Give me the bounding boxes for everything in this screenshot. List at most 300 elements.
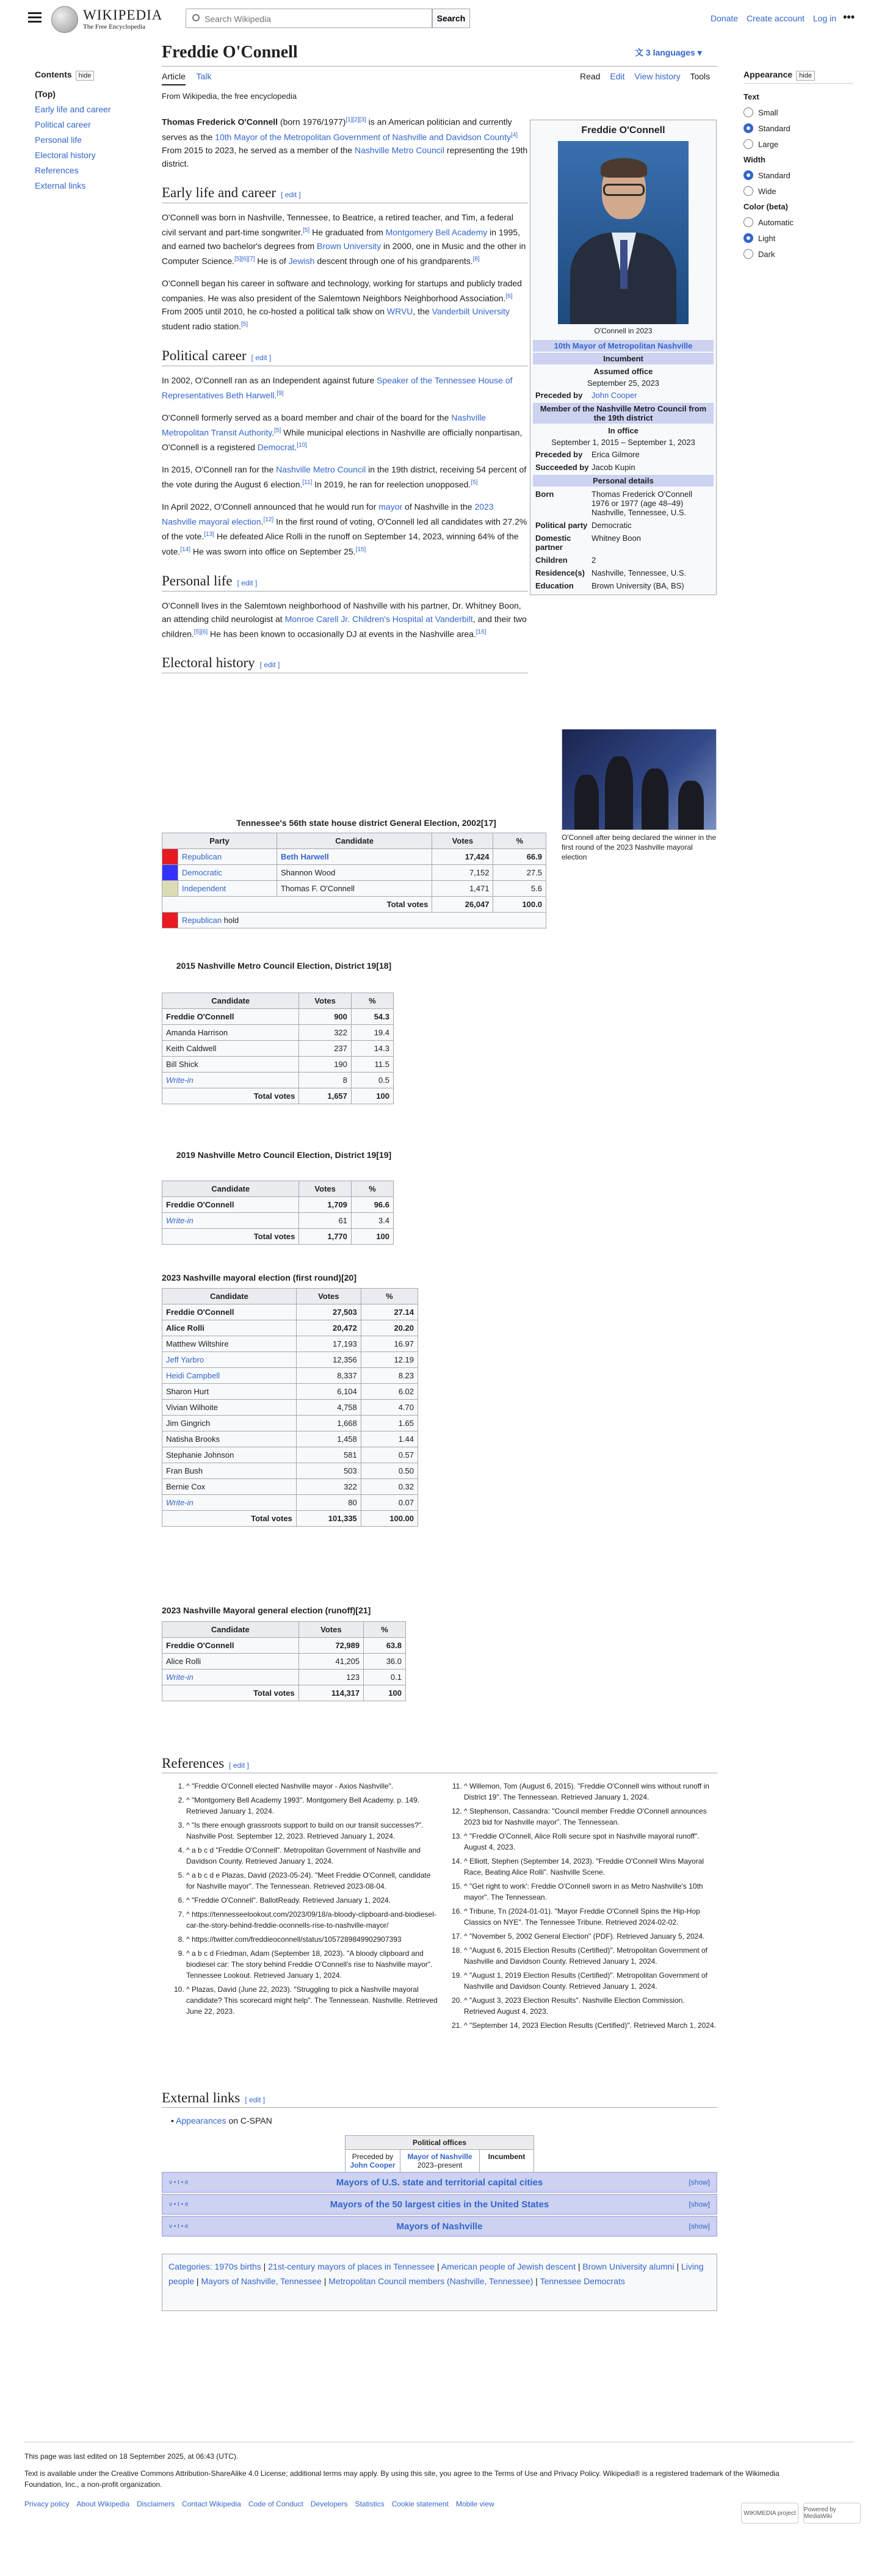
candidate-cell[interactable]: Heidi Campbell [162, 1368, 297, 1384]
citation-ref[interactable]: [6] [505, 292, 513, 300]
reference-item: 13. ^ "Freddie O'Connell, Alice Rolli secure spot in Nashville mayoral runoff". August 4, 2023. [464, 1831, 717, 1853]
photo-person [605, 756, 633, 830]
party-link[interactable]: Democratic [178, 865, 277, 881]
election-2023-first-round-title: 2023 Nashville mayoral election (first round)[20] [162, 1273, 356, 1283]
citation-ref[interactable]: [5][6][7] [234, 255, 255, 262]
navbox-vte-links[interactable]: v • t • e [169, 2201, 189, 2208]
column-header: Candidate [277, 833, 432, 849]
reference-item: 11. ^ Willemon, Tom (August 6, 2015). "Freddie O'Connell wins without runoff in District 19". The Tennessean. Retrieved January 1, 2024. [464, 1781, 717, 1803]
option-label: Wide [758, 186, 776, 196]
succeeded-by-row [533, 461, 714, 474]
percent-cell: 14.3 [351, 1041, 393, 1057]
portrait-photo[interactable] [558, 141, 689, 324]
heading-text: Electoral history [162, 655, 255, 671]
view-tabs [573, 71, 710, 81]
percent-cell: 6.02 [361, 1384, 418, 1400]
citation-ref[interactable]: [5] [303, 227, 310, 234]
inline-link[interactable]: Nashville Metropolitan Transit Authority [162, 412, 487, 438]
votes-cell: 581 [296, 1447, 361, 1463]
category-links [162, 2254, 717, 2311]
election-2019-table [162, 1181, 394, 1245]
party-link[interactable]: Independent [178, 881, 277, 897]
radio-button[interactable] [743, 139, 753, 149]
toc-item-electoral-history[interactable]: Electoral history [35, 150, 96, 160]
inline-link[interactable]: Montgomery Bell Academy [385, 227, 488, 237]
table-row [162, 1320, 418, 1336]
footer-links [24, 2498, 855, 2509]
footer-link[interactable]: Statistics [355, 2500, 385, 2508]
table-row [162, 1400, 418, 1416]
radio-button[interactable] [743, 186, 753, 196]
votes-cell: 237 [299, 1041, 352, 1057]
preceded-by-row [533, 389, 714, 402]
inline-link[interactable]: Speaker of the Tennessee House of Representatives Beth Harwell [162, 375, 513, 400]
percent-cell: 0.32 [361, 1479, 418, 1495]
option-label: Automatic [758, 217, 794, 227]
election-2002-table [162, 833, 546, 928]
column-header: Candidate [162, 993, 299, 1009]
search-button[interactable]: Search [432, 9, 470, 28]
category-separator: | [194, 2276, 201, 2286]
column-header: Votes [299, 993, 352, 1009]
text-small-option[interactable] [743, 107, 853, 117]
color-automatic-option[interactable] [743, 217, 853, 227]
column-header: Votes [432, 833, 493, 849]
citation-ref[interactable]: [15] [355, 546, 366, 553]
infobox-row [533, 519, 714, 532]
footer-link[interactable]: Contact Wikipedia [182, 2500, 241, 2508]
row-value: Thomas Frederick O'Connell 1976 or 1977 (age 48–49) Nashville, Tennessee, U.S. [591, 490, 693, 517]
footer-link[interactable]: Privacy policy [24, 2500, 70, 2508]
percent-cell: 1.65 [361, 1416, 418, 1431]
edit-section-link[interactable]: [ edit ] [237, 578, 258, 587]
percent-cell: 19.4 [351, 1025, 393, 1041]
external-link-item: • Appearances on C-SPAN [171, 2116, 272, 2126]
inline-link[interactable]: Brown University [317, 241, 382, 251]
total-percent: 100.0 [493, 897, 546, 913]
toc-title: Contents [35, 70, 72, 79]
header [24, 0, 855, 39]
language-selector[interactable]: 文 3 languages ▾ [635, 48, 702, 57]
citation-ref[interactable]: [4] [510, 131, 518, 139]
edit-section-link[interactable]: [ edit ] [229, 1761, 249, 1770]
infobox-row [533, 554, 714, 566]
option-label: Small [758, 107, 778, 117]
election-2023-runoff-table [162, 1621, 406, 1701]
table-row [162, 1495, 418, 1511]
external-link-suffix: on C-SPAN [226, 2116, 272, 2126]
reference-item: 18. ^ "August 6, 2015 Election Results (Certified)". Metropolitan Government of Nashville and Davidson County. Retrieved January 1, 2024. [464, 1945, 717, 1967]
navbox-nashville-mayors [162, 2216, 717, 2237]
inline-link[interactable]: Nashville Metro Council [276, 464, 366, 474]
inline-link[interactable]: 2023 Nashville mayoral election [162, 501, 494, 527]
navbox-vte-links[interactable]: v • t • e [169, 2223, 189, 2230]
paragraph: O'Connell formerly served as a board member and chair of the board for the Nashville Metropolitan Transit Authority.[5] While municipal elections in Nashville are officially nonpartisan, O'Connell is a registered Democrat.[10] [162, 412, 523, 452]
radio-button[interactable] [743, 107, 753, 117]
candidate-cell: Freddie O'Connell [162, 1304, 297, 1320]
color-dark-option[interactable] [743, 249, 853, 259]
votes-cell: 1,458 [296, 1431, 361, 1447]
row-key: Political party [535, 521, 588, 530]
table-row [162, 1041, 394, 1057]
namespace-tabs [162, 71, 220, 81]
reference-list [162, 1781, 717, 2034]
candidate-cell[interactable]: Write-in [162, 1073, 299, 1088]
navbox-title[interactable]: Mayors of the 50 largest cities in the United States [330, 2199, 549, 2210]
table-row [162, 849, 546, 865]
election-2015-table [162, 993, 394, 1104]
navbox-title[interactable]: Mayors of Nashville [396, 2221, 483, 2232]
percent-cell: 20.20 [361, 1320, 418, 1336]
total-percent: 100.00 [361, 1511, 418, 1527]
party-link[interactable]: Republican [182, 916, 222, 925]
candidate-cell[interactable]: Beth Harwell [277, 849, 432, 865]
section-heading-political-career [162, 349, 528, 366]
percent-cell: 0.1 [364, 1670, 406, 1685]
table-row [162, 1368, 418, 1384]
percent-cell: 27.14 [361, 1304, 418, 1320]
table-row [162, 1197, 394, 1213]
toc-item-personal-life[interactable]: Personal life [35, 135, 82, 145]
election-2023-first-round-table [162, 1288, 418, 1527]
wikipedia-globe-logo[interactable] [51, 6, 78, 33]
toc-hide-button[interactable]: hide [76, 71, 95, 81]
table-of-contents [35, 70, 132, 196]
candidate-cell: Stephanie Johnson [162, 1447, 297, 1463]
inline-link[interactable]: 10th Mayor of the Metropolitan Government of Nashville and Davidson County [215, 132, 511, 142]
lead-paragraph: Thomas Frederick O'Connell (born 1976/1977)[1][2][3] is an American politician and currently serves as the 10th Mayor of the Metropolitan Government of Nashville and Davidson County[4] From 2015 to 2023, he served as a member of the Nashville Metro Council representing the 19th district. [162, 117, 528, 169]
hold-row [162, 913, 546, 928]
column-header: % [361, 1289, 418, 1304]
candidate-cell: Shannon Wood [277, 865, 432, 881]
color-light-option[interactable] [743, 233, 853, 243]
infobox-row [533, 532, 714, 554]
table-header-row [162, 833, 546, 849]
inline-link[interactable]: Nashville Metro Council [354, 145, 445, 156]
total-label: Total votes [162, 1088, 299, 1104]
navbox-show-button[interactable]: [show] [689, 2222, 710, 2230]
row-key: Education [535, 581, 574, 590]
navbox-show-button[interactable]: [show] [689, 2200, 710, 2209]
reference-item: 21. ^ "September 14, 2023 Election Results (Certified)". Retrieved March 1, 2024. [464, 2020, 717, 2031]
candidate-cell[interactable]: Write-in [162, 1495, 297, 1511]
votes-cell: 17,424 [432, 849, 493, 865]
candidate-cell[interactable]: Write-in [162, 1213, 299, 1229]
category-link[interactable]: Tennessee Democrats [540, 2276, 625, 2286]
votes-cell: 61 [299, 1213, 352, 1229]
section-heading-early-life [162, 186, 528, 203]
reference-item: 7. ^ https://tennesseelookout.com/2023/09/18/a-bloody-clipboard-and-biodiesel-car-the-story-behind-freddie-oconnells-rise-to-nashville-mayor/ [186, 1909, 440, 1931]
search-box[interactable] [186, 9, 432, 28]
table-row [162, 1670, 406, 1685]
citation-ref[interactable]: [8] [472, 255, 480, 262]
votes-cell: 12,356 [296, 1352, 361, 1368]
section-heading-external-links [162, 2090, 717, 2108]
total-votes: 26,047 [432, 897, 493, 913]
table-row [162, 1336, 418, 1352]
mediawiki-badge[interactable]: Powered by MediaWiki [803, 2503, 861, 2524]
citation-ref[interactable]: [5][6] [194, 628, 208, 635]
radio-button[interactable] [743, 170, 753, 180]
text-standard-option[interactable] [743, 123, 853, 133]
text-large-option[interactable] [743, 139, 853, 149]
table-row [162, 1463, 418, 1479]
category-link[interactable]: Mayors of Nashville, Tennessee [201, 2276, 322, 2286]
candidate-cell[interactable]: Write-in [162, 1670, 299, 1685]
option-label: Dark [758, 249, 775, 259]
more-options-icon[interactable]: ••• [843, 11, 855, 23]
logo-wordmark[interactable]: WIKIPEDIA [83, 7, 163, 23]
votes-cell: 322 [296, 1479, 361, 1495]
categories-label[interactable]: Categories: [168, 2262, 215, 2271]
candidate-cell: Keith Caldwell [162, 1041, 299, 1057]
navbox-largest-cities-mayors [162, 2194, 717, 2215]
total-percent: 100 [351, 1229, 393, 1245]
election-2002-title: Tennessee's 56th state house district General Election, 2002[17] [236, 818, 496, 828]
table-row [162, 1384, 418, 1400]
infobox [530, 120, 717, 595]
citation-ref[interactable]: [16] [476, 628, 487, 635]
tab-tools[interactable]: Tools [690, 71, 711, 81]
citation-ref[interactable]: [5] [274, 427, 281, 434]
personal-details-rows [533, 488, 714, 592]
toc-item-references[interactable]: References [35, 165, 79, 175]
tab-talk[interactable]: Talk [196, 71, 212, 81]
photo-person [642, 769, 668, 830]
candidate-cell: Matthew Wiltshire [162, 1336, 297, 1352]
category-link[interactable]: Living people [168, 2262, 704, 2286]
option-label: Standard [758, 123, 790, 133]
row-value: Nashville, Tennessee, U.S. [591, 568, 687, 577]
personal-details-header: Personal details [533, 475, 714, 487]
column-header: Candidate [162, 1622, 299, 1638]
percent-cell: 0.57 [361, 1447, 418, 1463]
toc-item-early-life[interactable]: Early life and career [35, 104, 111, 114]
percent-cell: 0.5 [351, 1073, 393, 1088]
election-2023-runoff-title: 2023 Nashville Mayoral general election (runoff)[21] [162, 1605, 371, 1615]
radio-button[interactable] [743, 217, 753, 227]
create-account-link[interactable]: Create account [747, 13, 805, 23]
citation-ref[interactable]: [12] [263, 516, 274, 523]
navbox-vte-links[interactable]: v • t • e [169, 2179, 189, 2186]
tab-view-history[interactable]: View history [634, 71, 681, 81]
category-link[interactable]: American people of Jewish descent [441, 2262, 576, 2271]
category-separator: | [321, 2276, 329, 2286]
login-link[interactable]: Log in [812, 13, 836, 23]
edit-section-link[interactable]: [ edit ] [245, 2096, 266, 2104]
reference-item: 1. ^ "Freddie O'Connell elected Nashville mayor - Axios Nashville". [186, 1781, 440, 1792]
total-row [162, 1229, 394, 1245]
option-label: Light [758, 233, 776, 243]
row-value: Democratic [591, 521, 632, 530]
votes-cell: 72,989 [298, 1638, 364, 1654]
reference-item: 20. ^ "August 3, 2023 Election Results". Nashville Election Commission. Retrieved August 4, 2023. [464, 1995, 717, 2017]
table-row [162, 1304, 418, 1320]
candidate-cell: Sharon Hurt [162, 1384, 297, 1400]
rally-photo-caption: O'Connell after being declared the winner in the first round of the 2023 Nashville mayoral election [562, 833, 717, 861]
paragraph: O'Connell began his career in software and technology, working for startups and publicly traded companies. He was also president of the Salemtown Neighbors Neighborhood Association.[6] From 2005 until 2010, he co-hosted a political talk show on WRVU, the Vanderbilt University student radio station.[5] [162, 278, 522, 331]
radio-button[interactable] [743, 123, 753, 133]
category-link[interactable]: Brown University alumni [582, 2262, 675, 2271]
footer [24, 2442, 855, 2509]
inline-link[interactable]: mayor [378, 501, 403, 512]
edit-section-link[interactable]: [ edit ] [259, 660, 280, 670]
reference-item: 4. ^ a b c d "Freddie O'Connell". Metropolitan Government of Nashville and Davidson County. Retrieved January 1, 2024. [186, 1845, 440, 1867]
table-row [162, 1447, 418, 1463]
navbox-capital-mayors [162, 2172, 717, 2193]
candidate-cell: Freddie O'Connell [162, 1638, 299, 1654]
infobox-row [533, 488, 714, 519]
office-title[interactable]: 10th Mayor of Metropolitan Nashville [533, 340, 714, 352]
table-row [162, 881, 546, 897]
candidate-cell[interactable]: Jeff Yarbro [162, 1352, 297, 1368]
table-row [162, 865, 546, 881]
footer-link[interactable]: Cookie statement [391, 2500, 449, 2508]
total-votes: 101,335 [296, 1511, 361, 1527]
section-heading-electoral-history [162, 656, 528, 673]
succession-box [345, 2135, 534, 2173]
column-header: % [364, 1622, 406, 1638]
search-input[interactable] [204, 13, 424, 25]
votes-cell: 1,668 [296, 1416, 361, 1431]
citation-ref[interactable]: [5] [471, 479, 478, 486]
toc-item-top[interactable]: (Top) [35, 89, 56, 99]
toc-item-external-links[interactable]: External links [35, 181, 86, 190]
hold-text [178, 913, 546, 928]
percent-cell: 0.50 [361, 1463, 418, 1479]
candidate-cell: Vivian Wilhoite [162, 1400, 297, 1416]
reference-item: 19. ^ "August 1, 2019 Election Results (Certified)". Metropolitan Government of Nashville and Davidson County. Retrieved January 1, 2024. [464, 1970, 717, 1992]
row-key: Preceded by [535, 450, 583, 459]
candidate-cell: Fran Bush [162, 1463, 297, 1479]
votes-cell: 900 [299, 1009, 352, 1025]
toc-item-political-career[interactable]: Political career [35, 120, 91, 129]
votes-cell: 20,472 [296, 1320, 361, 1336]
inline-link[interactable]: Vanderbilt University [432, 306, 510, 317]
citation-ref[interactable]: [14] [180, 546, 191, 553]
total-label: Total votes [162, 1229, 299, 1245]
main-menu-icon[interactable] [28, 12, 42, 23]
column-header: Party [162, 833, 277, 849]
inline-link[interactable]: Monroe Carell Jr. Children's Hospital at Vanderbilt [284, 613, 473, 624]
navbox-title[interactable]: Mayors of U.S. state and territorial capital cities [336, 2177, 543, 2188]
appearance-hide-button[interactable]: hide [796, 71, 815, 81]
row-value: Jacob Kupin [591, 463, 635, 472]
percent-cell: 5.6 [493, 881, 546, 897]
cspan-link[interactable]: Appearances [176, 2116, 226, 2126]
footer-link[interactable]: About Wikipedia [76, 2500, 130, 2508]
wikimedia-badge[interactable]: WIKIMEDIA project [741, 2503, 798, 2524]
reference-item: 5. ^ a b c d e Plazas, David (2023-05-24). "Meet Freddie O'Connell, candidate for Nashville mayor". The Tennessean. Retrieved 2023-08-04. [186, 1870, 440, 1892]
table-header-row [162, 993, 394, 1009]
total-label: Total votes [162, 1685, 299, 1701]
total-votes: 1,657 [299, 1088, 352, 1104]
preceded-link[interactable]: John Cooper [350, 2161, 396, 2169]
reference-item: 2. ^ "Montgomery Bell Academy 1993". Montgomery Bell Academy. p. 149. Retrieved January 1, 2024. [186, 1795, 440, 1817]
party-color-swatch [162, 913, 178, 928]
tab-read[interactable]: Read [580, 71, 601, 81]
percent-cell: 96.6 [351, 1197, 393, 1213]
edit-section-link[interactable]: [ edit ] [281, 190, 301, 200]
tab-article[interactable]: Article [162, 71, 186, 85]
citation-ref[interactable]: [1][2][3] [345, 117, 366, 123]
votes-cell: 17,193 [296, 1336, 361, 1352]
category-link[interactable]: Metropolitan Council members (Nashville, Tennessee) [328, 2276, 534, 2286]
inline-link[interactable]: WRVU [386, 306, 413, 317]
citation-ref[interactable]: [11] [302, 479, 313, 486]
footer-link[interactable]: Disclaimers [137, 2500, 175, 2508]
row-key: Born [535, 490, 554, 499]
category-link[interactable]: 1970s births [214, 2262, 261, 2271]
inline-link[interactable]: Jewish [288, 256, 315, 266]
photo-hair [601, 158, 647, 178]
column-header: % [351, 1181, 393, 1197]
citation-ref[interactable]: [10] [297, 442, 308, 449]
total-row [162, 897, 546, 913]
reference-item: 12. ^ Stephenson, Cassandra: "Council member Freddie O'Connell announces 2023 bid for Nashville mayor". The Tennessean. [464, 1806, 717, 1828]
donate-link[interactable]: Donate [710, 13, 739, 23]
succession-office [400, 2150, 480, 2172]
column-header: % [493, 833, 546, 849]
radio-button[interactable] [743, 233, 753, 243]
citation-ref[interactable]: [5] [241, 321, 248, 328]
tab-edit[interactable]: Edit [610, 71, 625, 81]
party-color-swatch [162, 881, 178, 897]
width-standard-option[interactable] [743, 170, 853, 180]
percent-cell: 0.07 [361, 1495, 418, 1511]
tagline: From Wikipedia, the free encyclopedia [162, 92, 297, 101]
row-key: Residence(s) [535, 568, 585, 577]
category-separator: | [435, 2262, 441, 2271]
section-heading-references [162, 1756, 717, 1773]
paragraph: In 2002, O'Connell ran as an Independent against future Speaker of the Tennessee House of Representatives Beth Harwell.[9] [162, 375, 513, 400]
office-link[interactable]: Mayor of Nashville [407, 2152, 472, 2161]
inline-link[interactable]: Democrat [257, 442, 295, 452]
edit-section-link[interactable]: [ edit ] [251, 353, 272, 362]
council-office-title: Member of the Nashville Metro Council from the 19th district [533, 403, 714, 424]
party-link[interactable]: Republican [178, 849, 277, 865]
preceded-by-link[interactable]: John Cooper [591, 391, 637, 400]
election-2015-title: 2015 Nashville Metro Council Election, District 19[18] [176, 961, 392, 971]
option-label: Standard [758, 170, 790, 180]
footer-link[interactable]: Code of Conduct [248, 2500, 303, 2508]
votes-cell: 41,205 [298, 1654, 364, 1670]
total-votes: 114,317 [298, 1685, 364, 1701]
footer-link[interactable]: Developers [310, 2500, 348, 2508]
victory-rally-photo[interactable] [562, 729, 717, 830]
total-percent: 100 [364, 1685, 406, 1701]
row-key: Children [535, 555, 568, 565]
category-separator: | [575, 2262, 583, 2271]
party-color-swatch [162, 849, 178, 865]
radio-button[interactable] [743, 249, 753, 259]
citation-ref[interactable]: [9] [277, 389, 284, 397]
navbox-show-button[interactable]: [show] [689, 2178, 710, 2187]
width-wide-option[interactable] [743, 186, 853, 196]
appearance-title: Appearance [743, 70, 793, 79]
paragraph: In 2015, O'Connell ran for the Nashville Metro Council in the 19th district, receiving 54 percent of the vote during the August 6 election.[11] In 2019, he ran for reelection unopposed.[5] [162, 464, 527, 490]
column-header: Votes [299, 1181, 352, 1197]
table-header-row [162, 1622, 406, 1638]
preceded-by-row [533, 448, 714, 461]
citation-ref[interactable]: [13] [204, 531, 214, 538]
in-office-label: In office [608, 426, 638, 435]
votes-cell: 1,709 [299, 1197, 352, 1213]
votes-cell: 322 [299, 1025, 352, 1041]
candidate-cell: Jim Gingrich [162, 1416, 297, 1431]
footer-link[interactable]: Mobile view [455, 2500, 494, 2508]
category-link[interactable]: 21st-century mayors of places in Tennessee [268, 2262, 435, 2271]
